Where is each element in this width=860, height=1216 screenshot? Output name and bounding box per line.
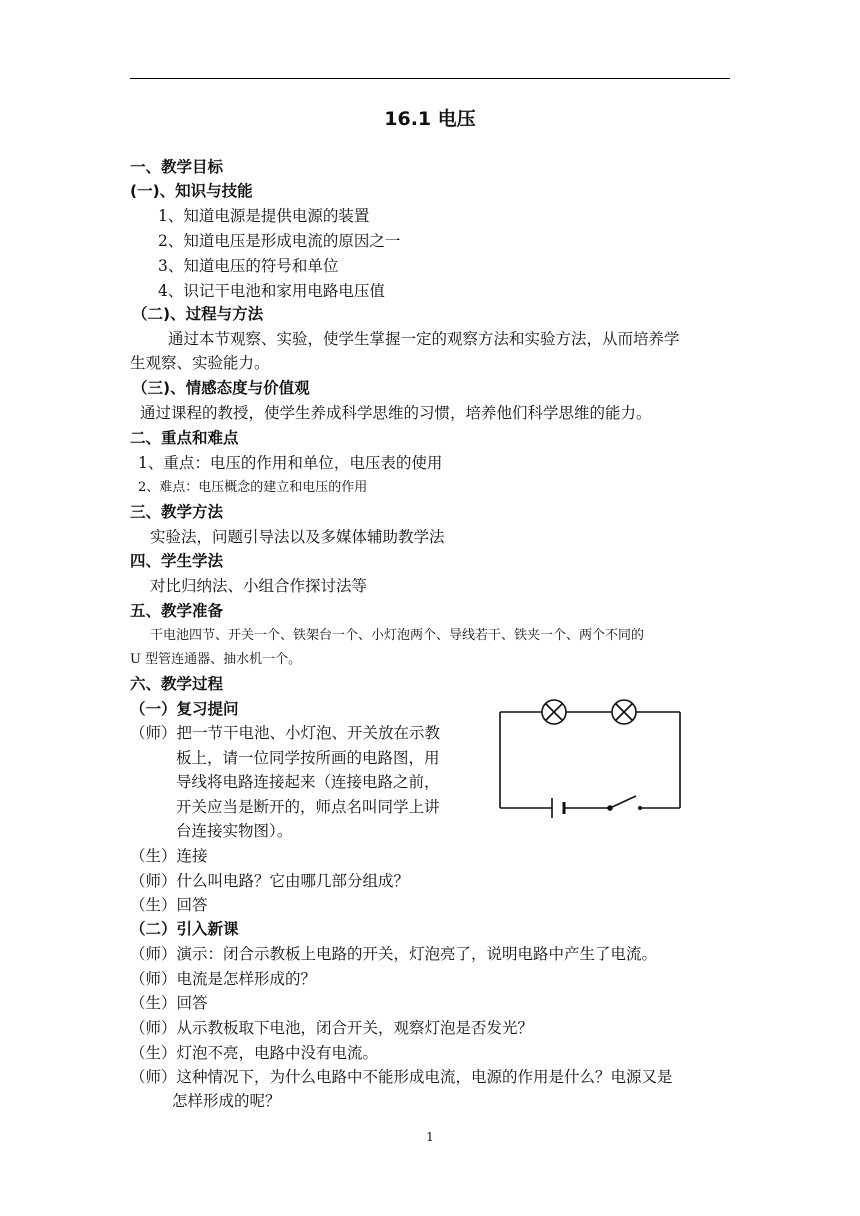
paragraph: 通过课程的教授，使学生养成科学思维的习惯，培养他们科学思维的能力。 <box>140 404 652 422</box>
dialogue-line: 台连接实物图）。 <box>176 822 293 840</box>
page-title: 16.1 电压 <box>384 108 476 130</box>
lamp-icon <box>612 700 636 724</box>
heading-3: 三、教学方法 <box>130 503 224 521</box>
subheading: （二）引入新课 <box>130 920 239 938</box>
dialogue-line: （师）把一节干电池、小灯泡、开关放在示教 <box>130 724 441 742</box>
lamp-icon <box>542 700 566 724</box>
subheading: （一）复习提问 <box>130 700 239 718</box>
list-item: 4、识记干电池和家用电路电压值 <box>158 282 385 300</box>
list-item: 1、重点：电压的作用和单位，电压表的使用 <box>138 454 443 472</box>
page-number: 1 <box>426 1130 434 1144</box>
subheading: （二)、过程与方法 <box>132 305 264 323</box>
paragraph: 生观察、实验能力。 <box>130 354 270 372</box>
dialogue-line: 导线将电路连接起来（连接电路之前， <box>176 773 440 791</box>
paragraph: 通过本节观察、实验，使学生掌握一定的观察方法和实验方法，从而培养学 <box>168 330 680 348</box>
paragraph: 对比归纳法、小组合作探讨法等 <box>150 577 368 595</box>
heading-6: 六、教学过程 <box>130 675 224 693</box>
paragraph: 干电池四节、开关一个、铁架台一个、小灯泡两个、导线若干、铁夹一个、两个不同的 <box>150 628 645 643</box>
dialogue-line: （师）电流是怎样形成的？ <box>130 970 317 988</box>
subheading: （三)、情感态度与价值观 <box>132 379 310 397</box>
dialogue-line: （师）从示教板取下电池，闭合开关，观察灯泡是否发光？ <box>130 1019 534 1037</box>
dialogue-line: 开关应当是断开的，师点名叫同学上讲 <box>176 798 440 816</box>
list-item: 3、知道电压的符号和单位 <box>158 257 339 275</box>
heading-5: 五、教学准备 <box>130 602 224 620</box>
dialogue-line: （师）什么叫电路？它由哪几部分组成？ <box>130 872 410 890</box>
dialogue-line: （生）连接 <box>130 847 208 865</box>
dialogue-line: （师）这种情况下，为什么电路中不能形成电流，电源的作用是什么？电源又是 <box>130 1068 673 1086</box>
header-rule <box>130 78 730 79</box>
heading-4: 四、学生学法 <box>130 552 224 570</box>
dialogue-line: 怎样形成的呢？ <box>172 1092 281 1110</box>
list-item: 2、知道电压是形成电流的原因之一 <box>158 232 401 250</box>
list-item: 2、难点：电压概念的建立和电压的作用 <box>138 480 368 495</box>
battery-icon <box>552 798 564 818</box>
switch-icon <box>608 796 641 810</box>
dialogue-line: （生）灯泡不亮，电路中没有电流。 <box>130 1044 379 1062</box>
subheading: (一)、知识与技能 <box>130 182 253 200</box>
paragraph: U 型管连通器、抽水机一个。 <box>130 652 302 667</box>
dialogue-line: （生）回答 <box>130 896 208 914</box>
list-item: 1、知道电源是提供电源的装置 <box>158 207 370 225</box>
heading-2: 二、重点和难点 <box>130 429 239 447</box>
dialogue-line: 板上，请一位同学按所画的电路图，用 <box>176 749 440 767</box>
dialogue-line: （生）回答 <box>130 994 208 1012</box>
circuit-diagram <box>490 690 690 820</box>
dialogue-line: （师）演示：闭合示教板上电路的开关，灯泡亮了，说明电路中产生了电流。 <box>130 945 658 963</box>
paragraph: 实验法，问题引导法以及多媒体辅助教学法 <box>150 528 445 546</box>
heading-1: 一、教学目标 <box>130 158 224 176</box>
